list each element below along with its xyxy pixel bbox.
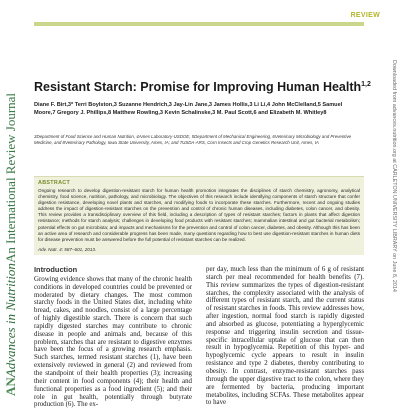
- body-text-right: per day, much less than the minimum of 6 g of resistant starch per meal recommended for health benefits (7). This review summarizes the types of digestion-resistant starches, the complexity associated with the analysis of different types of resistant starch, and the current status of resistant starches in foods. This review addresses how, after ingestion, normal food starch is rapidly digested and absorbed as glucose, potentiating a hyperglycemic response and triggering insulin secretion and tissue-specific intracellular uptake of glucose that can then result in hypoglycemia. Repetition of this hyper- and hypoglycemic cycle appears to result in insulin resistance and type 2 diabetes, thereby contributing to obesity. In contrast, enzyme-resistant starches pass through the upper digestive tract to the colon, where they are fermented by bacteria, producing important metabolites, including SCFAs. These metabolites appear to have: [206, 266, 364, 407]
- body-column-right: [206, 266, 364, 407]
- journal-name: Advances in Nutrition: [3, 263, 18, 378]
- abstract-citation-text: Adv. Nutr. 4: 587–601, 2013.: [38, 247, 97, 252]
- introduction-heading: Introduction: [34, 265, 78, 274]
- author-list: Diane F. Birt,3* Terri Boylston,3 Suzanne Hendrich,3 Jay-Lin Jane,3 James Hollis,3 Li Li,4 John McClelland,5 Samuel Moore,7 Gregory J. Phillips,8 Matthew Rowling,3 Kevin Schalinske,3 M. Paul Scott,6 and Elizabeth M. Whitley8: [34, 102, 343, 116]
- article-title: [34, 80, 374, 94]
- article-title-text: Resistant Starch: Promise for Improving Human Health: [34, 80, 362, 94]
- abstract-heading: ABSTRACT: [38, 180, 71, 186]
- download-note: Downloaded from advances.nutrition.org at CARLETON UNIVERSITY LIBRARY on June 8, 2014: [391, 60, 397, 292]
- journal-logo: AN: [3, 377, 18, 396]
- journal-tagline: An International Review Journal: [3, 93, 18, 264]
- header-rule: [34, 22, 364, 26]
- journal-sidebar: [3, 6, 19, 396]
- affiliations: 3Department of Food Science and Human Nutrition, 4Ames Laboratory-USDOE, 5Department of Mechanical Engineering, 6Veterinary Microbiology and Preventive Medicine, and 8Veterinary Pathology, Iowa State University, Ames, IA; and 7USDA-ARS, Corn Insects and Crop Genetics Research Unit, Ames, IA: [34, 134, 352, 145]
- body-column-left: [34, 266, 192, 409]
- review-label: REVIEW: [350, 12, 380, 19]
- abstract-citation: [38, 247, 360, 252]
- abstract-text: Ongoing research to develop digestion-resistant starch for human health promotion integrates the disciplines of starch chemistry, agronomy, analytical chemistry, food science, nutrition, pathology, and microbiology. The objectives of this research include identifying components of starch structure that confer digestion resistance, developing novel plants and starches, and modifying foods to incorporate these starches. Furthermore, recent and ongoing studies address the impact of digestion-resistant starches on the prevention and control of chronic human diseases, including diabetes, colon cancer, and obesity. This review provides a transdisciplinary overview of this field, including a description of types of resistant starches; factors in plants that affect digestion resistance; methods for starch analysis; challenges in developing food products with resistant starches; mammalian intestinal and gut bacterial metabolism; potential effects on gut microbiota; and impacts and mechanisms for the prevention and control of colon cancer, diabetes, and obesity. Although this has been an active area of research and considerable progress has been made, many questions regarding how to best use digestion-resistant starches in human diets for disease prevention must be answered before the full potential of resistant starches can be realized.: [38, 188, 360, 242]
- introduction-text: Growing evidence shows that many of the chronic health conditions in developed countries could be prevented or moderated by dietary changes. The most common starchy foods in the United States diet, including white bread, cakes, and noodles, consist of a large percentage of highly digestible starch. There is concern that such rapidly digested starches may contribute to chronic disease in people and animals and, because of this problem, starches that are resistant to digestive enzymes have been the focus of a growing research emphasis. Such starches, termed resistant starches (1), have been extensively reviewed in general (2) and reviewed from the standpoint of their health properties (3); increasing their content in food components (4); their health and functional properties as a food ingredient (5); and their role in gut health, potentially through butyrate production (6). The ex-: [34, 275, 192, 409]
- article-title-footnote: 1,2: [361, 80, 371, 88]
- abstract-box: [34, 176, 364, 255]
